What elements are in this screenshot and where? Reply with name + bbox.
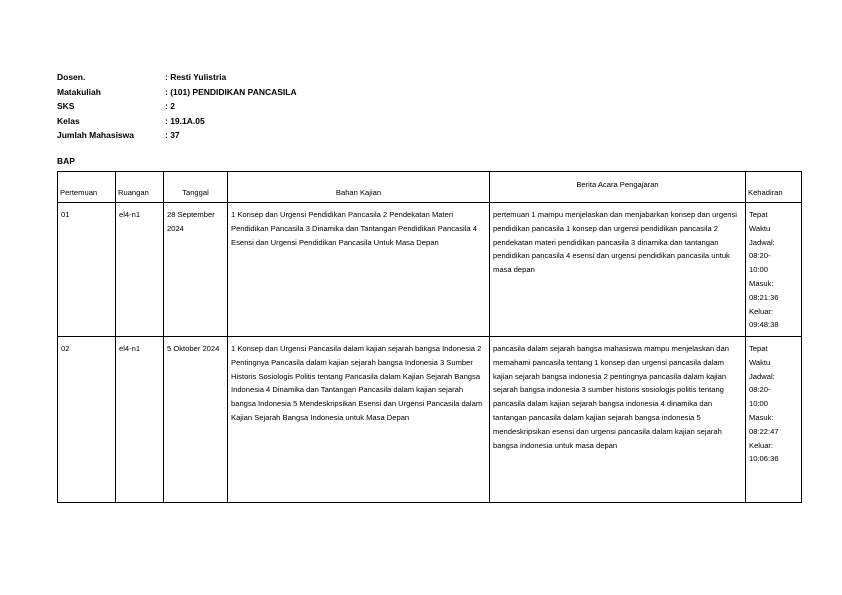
header-label: Tanggal <box>182 188 209 197</box>
info-label: Matakuliah <box>57 86 101 97</box>
header-tanggal <box>164 172 228 203</box>
kehadiran-line: 09:48:38 <box>749 320 779 330</box>
cell-tanggal: 5 Oktober 2024 <box>164 337 228 503</box>
info-value: : Resti Yulistria <box>165 72 227 82</box>
info-value: : 37 <box>165 130 180 140</box>
course-info <box>57 70 297 143</box>
bap-table <box>57 171 802 503</box>
info-value: : 2 <box>165 101 175 111</box>
info-label: Dosen. <box>57 72 86 82</box>
table-row <box>58 203 802 337</box>
cell-berita-acara: pertemuan 1 mampu menjelaskan dan menjabarkan konsep dan urgensi pendidikan pancasila 1 konsep dan urgensi pendidikan pancasila 2 pendekatan materi pendidikan pancasila 3 dinamika dan tantangan pendidikan pancasila 4 esensi dan urgensi pendidikan pancasila untuk masa depan <box>490 203 746 337</box>
kehadiran-line: Jadwal: <box>749 237 775 247</box>
kehadiran-line: Waktu <box>749 223 771 233</box>
kehadiran-line: 10:06:36 <box>749 454 779 464</box>
header-label: Kehadiran <box>748 188 783 197</box>
header-kehadiran <box>746 172 802 203</box>
header-label: Ruangan <box>118 188 149 197</box>
info-label: SKS <box>57 101 75 111</box>
section-title: BAP <box>57 156 75 166</box>
kehadiran-line: Keluar: <box>749 306 774 316</box>
info-row-kelas <box>57 114 297 129</box>
info-row-dosen <box>57 70 297 85</box>
cell-berita-acara: pancasila dalam sejarah bangsa mahasiswa mampu menjelaskan dan memahami pancasila tentang 1 konsep dan urgensi pancasila dalam kajian sejarah bangsa indonesia 2 pentingnya pancasila dalam kajian sejarah bangsa indonesia 3 sumber historis sosiologis politis tentang pancasila dalam kajian sejarah bangsa indonesia 4 dinamika dan tantangan pancasila dalam kajian sejarah bangsa indonesia 5 mendeskripsikan esensi dan urgensi pancasila dalam kajian sejarah bangsa indonesia untuk masa depan <box>490 337 746 503</box>
kehadiran-line: 10:00 <box>749 265 769 275</box>
table-row <box>58 337 802 503</box>
kehadiran-line: Waktu <box>749 357 771 367</box>
cell-ruangan: el4-n1 <box>116 203 164 337</box>
kehadiran-line: 08:20- <box>749 251 771 261</box>
cell-pertemuan: 02 <box>58 337 116 503</box>
cell-pertemuan: 01 <box>58 203 116 337</box>
kehadiran-line: Jadwal: <box>749 371 775 381</box>
kehadiran-line: Masuk: <box>749 278 774 288</box>
info-row-matakuliah <box>57 85 297 100</box>
kehadiran-line: Masuk: <box>749 412 774 422</box>
header-bahan-kajian <box>228 172 490 203</box>
cell-kehadiran <box>746 203 802 337</box>
header-label: Pertemuan <box>60 188 98 197</box>
info-label: Jumlah Mahasiswa <box>57 130 135 140</box>
kehadiran-line: Keluar: <box>749 440 774 450</box>
cell-bahan-kajian: 1 Konsep dan Urgensi Pendidikan Pancasila 2 Pendekatan Materi Pendidikan Pancasila 3 Dinamika dan Tantangan Pendidikan Pancasila 4 Esensi dan Urgensi Pendidikan Pancasila Untuk Masa Depan <box>228 203 490 337</box>
cell-ruangan: el4-n1 <box>116 337 164 503</box>
info-label: Kelas <box>57 115 80 126</box>
kehadiran-line: 08:22:47 <box>749 426 779 436</box>
header-pertemuan <box>58 172 116 203</box>
header-ruangan <box>116 172 164 203</box>
info-row-sks <box>57 99 297 114</box>
info-row-jumlah-mahasiswa <box>57 128 297 143</box>
info-value: : 19.1A.05 <box>165 115 205 126</box>
header-berita-acara <box>490 172 746 203</box>
kehadiran-line: 08:21:36 <box>749 292 779 302</box>
cell-bahan-kajian: 1 Konsep dan Urgensi Pancasila dalam kajian sejarah bangsa Indonesia 2 Pentingnya Pancasila dalam kajian sejarah bangsa Indonesia 3 Sumber Historis Sosiologis Politis tentang Pancasila dalam Kajian Sejarah Bangsa Indonesia 4 Dinamika dan Tantangan Pancasila dalam kajian sejarah bangsa Indonesia 5 Mendeskripsikan Esensi dan Urgensi Pancasila dalam Kajian Sejarah Bangsa Indonesia untuk Masa Depan <box>228 337 490 503</box>
info-value: : (101) PENDIDIKAN PANCASILA <box>165 86 297 97</box>
kehadiran-line: 08:20- <box>749 385 771 395</box>
cell-kehadiran <box>746 337 802 503</box>
kehadiran-line: Tepat <box>749 344 768 353</box>
kehadiran-line: 10:00 <box>749 399 769 409</box>
header-label: Berita Acara Pengajaran <box>576 180 659 189</box>
cell-tanggal: 28 September 2024 <box>164 203 228 337</box>
table-header-row <box>58 172 802 203</box>
header-label: Bahan Kajian <box>335 188 382 197</box>
kehadiran-line: Tepat <box>749 210 768 219</box>
